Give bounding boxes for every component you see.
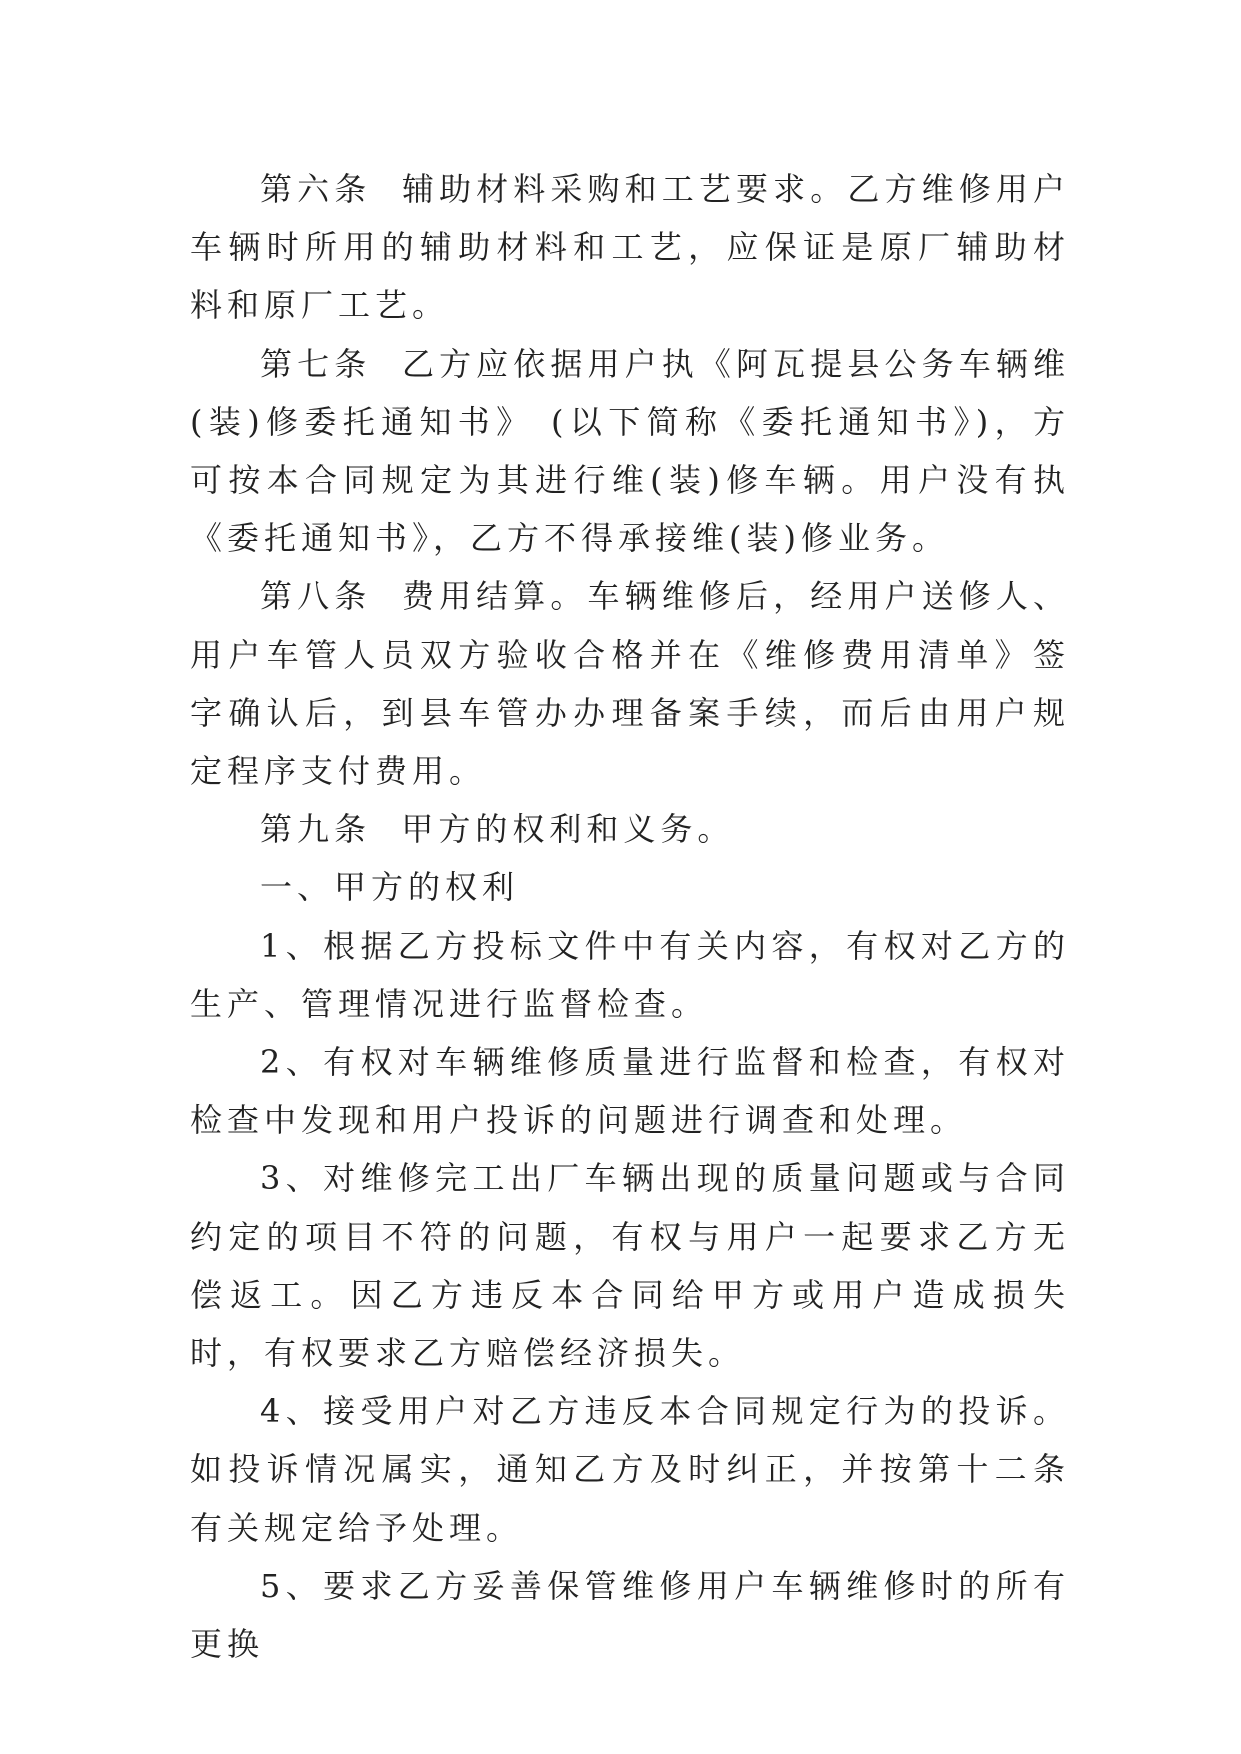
paragraph-article-9: 第九条 甲方的权利和义务。 — [260, 810, 735, 849]
list-item-1: 1、根据乙方投标文件中有关内容，有权对乙方的生产、管理情况进行监督检查。 — [190, 926, 1070, 1023]
list-item-5: 5、要求乙方妥善保管维修用户车辆维修时的所有更换 — [190, 1566, 1070, 1664]
document-body — [190, 160, 1070, 1673]
paragraph-article-6: 第六条 辅助材料采购和工艺要求。乙方维修用户车辆时所用的辅助材料和工艺，应保证是原厂辅助材料和原厂工艺。 — [190, 170, 1070, 325]
list-item-2: 2、有权对车辆维修质量进行监督和检查，有权对检查中发现和用户投诉的问题进行调查和处理。 — [190, 1043, 1070, 1140]
list-item-4: 4、接受用户对乙方违反本合同规定行为的投诉。如投诉情况属实，通知乙方及时纠正，并按第十二条有关规定给予处理。 — [190, 1392, 1070, 1547]
paragraph-article-7: 第七条 乙方应依据用户执《阿瓦提县公务车辆维(装)修委托通知书》 (以下简称《委托通知书》)，方可按本合同规定为其进行维(装)修车辆。用户没有执《委托通知书》，乙方不得承接维(装)修业务。 — [190, 344, 1070, 558]
list-item-3: 3、对维修完工出厂车辆出现的质量问题或与合同约定的项目不符的问题，有权与用户一起要求乙方无偿返工。因乙方违反本合同给甲方或用户造成损失时，有权要求乙方赔偿经济损失。 — [190, 1159, 1070, 1373]
paragraph-article-8: 第八条 费用结算。车辆维修后，经用户送修人、用户车管人员双方验收合格并在《维修费用清单》签字确认后，到县车管办办理备案手续，而后由用户规定程序支付费用。 — [190, 577, 1070, 791]
section-heading-rights: 一、甲方的权利 — [260, 868, 520, 907]
